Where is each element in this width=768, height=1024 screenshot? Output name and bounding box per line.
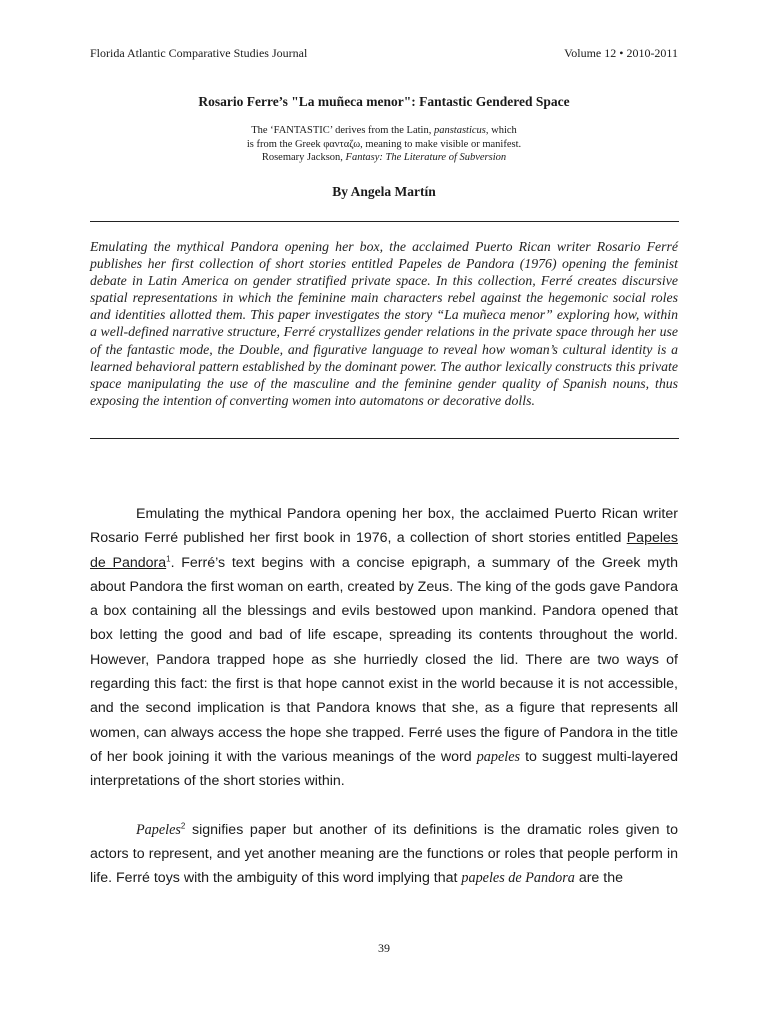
- footnote-ref-1[interactable]: 1: [166, 553, 171, 563]
- epigraph-line-2: is from the Greek φανταζω, meaning to make visible or manifest.: [246, 138, 522, 150]
- book-title-link: Papeles de Pandora: [90, 530, 678, 571]
- journal-name: Florida Atlantic Comparative Studies Journal: [90, 46, 308, 60]
- article-body: [90, 502, 678, 890]
- body-paragraph-1: Emulating the mythical Pandora opening her box, the acclaimed Puerto Rican writer Rosario Ferré published her first book in 1976, a collection of short stories entitled Papeles de Pandora$^1$. Ferré’s text begins with a concise epigraph, a summary of the Greek myth about Pandora the first woman on earth, created by Zeus. The king of the gods gave Pandora a box containing all the blessings and evils bestowed upon mankind. Pandora opened that box letting the good and bad of life escape, spreading its contents throughout the world. However, Pandora trapped hope as she hurriedly closed the lid. There are two ways of regarding this fact: the first is that hope cannot exist in the world because it is not accessible, and the second implication is that Pandora knows that she, as a figure that represents all women, can always access the hope she trapped. Ferré uses the figure of Pandora in the title of her book joining it with the various meanings of the word papeles to suggest multi-layered interpretations of the short stories within.: [90, 506, 679, 790]
- page-number: 39: [378, 941, 390, 955]
- abstract-top-rule: [90, 221, 679, 222]
- abstract-bottom-rule: [90, 438, 679, 439]
- epigraph: [0, 124, 768, 165]
- article-title: Rosario Ferre’s "La muñeca menor": Fantastic Gendered Space: [198, 94, 570, 109]
- volume-info: Volume 12 • 2010-2011: [564, 46, 678, 60]
- abstract: Emulating the mythical Pandora opening her box, the acclaimed Puerto Rican writer Rosario Ferré publishes her first collection of short stories entitled Papeles de Pandora (1976) opening the feminist debate in Latin America on gender stratified private space. In this collection, Ferré creates discursive spatial representations in which the feminine main characters rebel against the hegemonic social roles and identities allotted them. This paper investigates the story “La muñeca menor” exploring how, within a well-defined narrative structure, Ferré crystallizes gender relations in the private space through her use of the fantastic mode, the Double, and figurative language to reveal how woman’s cultural identity is a learned behavioral pattern established by the dominant power. The author lexically constructs this private space manipulating the use of the masculine and the feminine gender quality of Spanish nouns, thus exposing the intention of converting women into automatons or decorative dolls.: [90, 239, 678, 408]
- epigraph-attribution: Rosemary Jackson, Fantasy: The Literature of Subversion: [261, 152, 507, 163]
- epigraph-line-1: The ‘FANTASTIC’ derives from the Latin, panstasticus, which: [251, 125, 517, 136]
- body-paragraph-2: Papeles$^2$ signifies paper but another of its definitions is the dramatic roles given to actors to represent, and yet another meaning are the functions or roles that people perform in life. Ferré toys with the ambiguity of this word implying that papeles de Pandora are the: [90, 820, 678, 887]
- author-byline: By Angela Martín: [332, 184, 436, 199]
- footnote-ref-2[interactable]: 2: [180, 820, 186, 830]
- running-header: [90, 46, 678, 61]
